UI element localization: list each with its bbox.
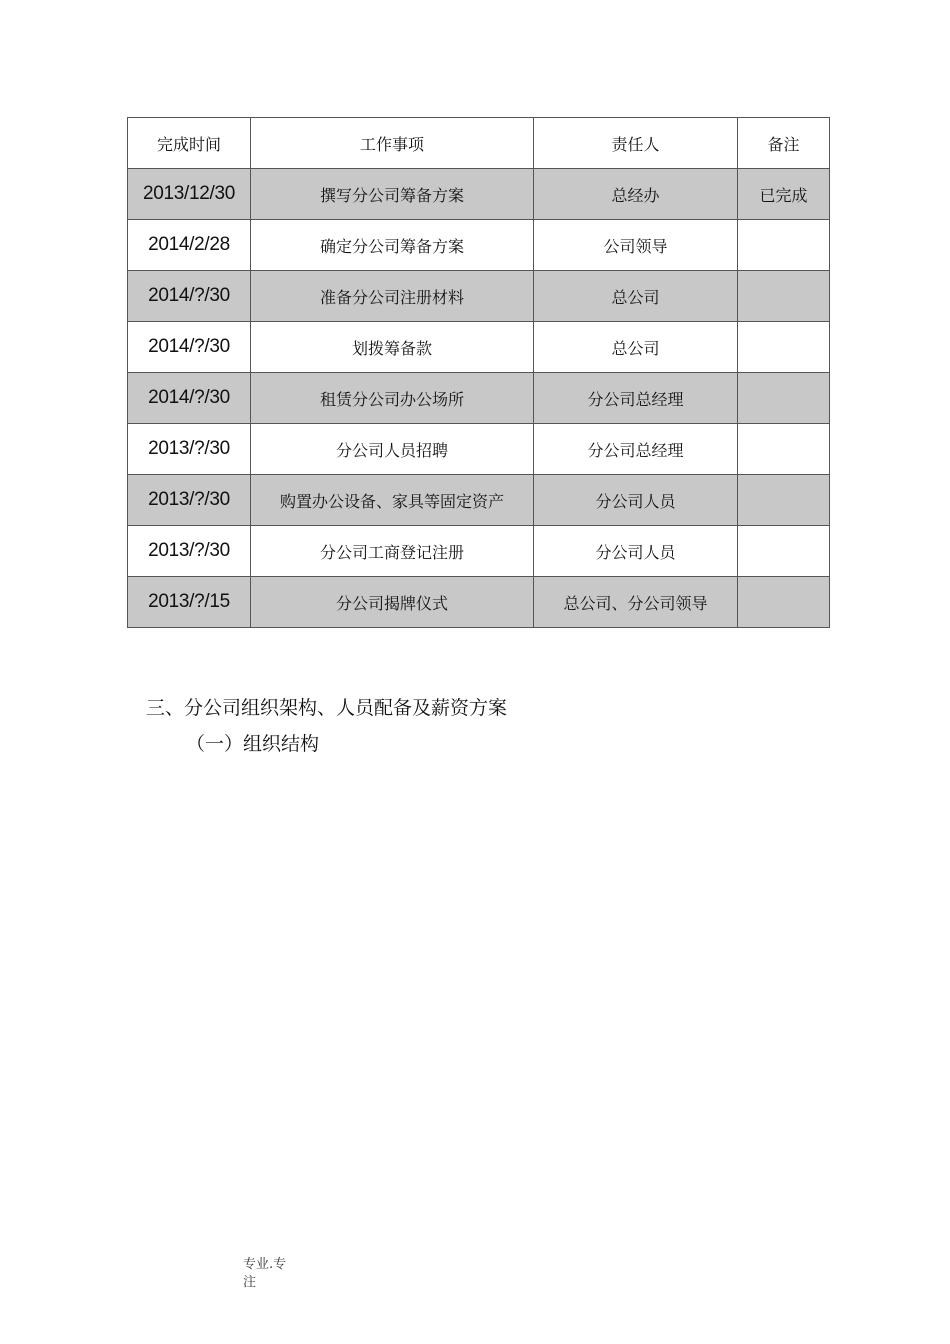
table-row bbox=[128, 577, 830, 628]
table-row bbox=[128, 424, 830, 475]
row-date: 2013/?/30 bbox=[128, 526, 251, 577]
row-date: 2013/12/30 bbox=[128, 169, 251, 220]
row-date: 2013/?/15 bbox=[128, 577, 251, 628]
row-note bbox=[738, 526, 830, 577]
header-owner: 责任人 bbox=[534, 118, 738, 169]
row-task: 分公司工商登记注册 bbox=[251, 526, 534, 577]
row-owner: 分公司人员 bbox=[534, 526, 738, 577]
row-date: 2014/?/30 bbox=[128, 322, 251, 373]
row-owner: 分公司人员 bbox=[534, 475, 738, 526]
row-task: 确定分公司筹备方案 bbox=[251, 220, 534, 271]
schedule-table bbox=[127, 117, 830, 628]
row-owner: 分公司总经理 bbox=[534, 373, 738, 424]
section-heading: 三、分公司组织架构、人员配备及薪资方案 bbox=[146, 697, 508, 719]
row-date: 2014/?/30 bbox=[128, 271, 251, 322]
table-row bbox=[128, 475, 830, 526]
table-row bbox=[128, 271, 830, 322]
row-task: 撰写分公司筹备方案 bbox=[251, 169, 534, 220]
row-note bbox=[738, 373, 830, 424]
footer-note: 专业.专注 bbox=[243, 1257, 287, 1290]
row-task: 准备分公司注册材料 bbox=[251, 271, 534, 322]
row-date: 2014/?/30 bbox=[128, 373, 251, 424]
row-task: 划拨筹备款 bbox=[251, 322, 534, 373]
row-date: 2014/2/28 bbox=[128, 220, 251, 271]
row-task: 分公司人员招聘 bbox=[251, 424, 534, 475]
row-task: 租赁分公司办公场所 bbox=[251, 373, 534, 424]
row-owner: 公司领导 bbox=[534, 220, 738, 271]
row-date: 2013/?/30 bbox=[128, 475, 251, 526]
row-note bbox=[738, 322, 830, 373]
row-date: 2013/?/30 bbox=[128, 424, 251, 475]
header-task: 工作事项 bbox=[251, 118, 534, 169]
row-note bbox=[738, 271, 830, 322]
table-row bbox=[128, 220, 830, 271]
table-header-row bbox=[128, 118, 830, 169]
row-owner: 总公司 bbox=[534, 271, 738, 322]
row-note: 已完成 bbox=[738, 169, 830, 220]
row-note bbox=[738, 475, 830, 526]
row-note bbox=[738, 577, 830, 628]
row-owner: 总经办 bbox=[534, 169, 738, 220]
row-owner: 总公司、分公司领导 bbox=[534, 577, 738, 628]
header-note: 备注 bbox=[738, 118, 830, 169]
row-note bbox=[738, 424, 830, 475]
row-task: 购置办公设备、家具等固定资产 bbox=[251, 475, 534, 526]
row-owner: 总公司 bbox=[534, 322, 738, 373]
table-row bbox=[128, 322, 830, 373]
row-note bbox=[738, 220, 830, 271]
table-row bbox=[128, 169, 830, 220]
table-row bbox=[128, 373, 830, 424]
row-task: 分公司揭牌仪式 bbox=[251, 577, 534, 628]
subsection-heading: （一）组织结构 bbox=[186, 733, 320, 755]
table-row bbox=[128, 526, 830, 577]
header-completion-time: 完成时间 bbox=[128, 118, 251, 169]
row-owner: 分公司总经理 bbox=[534, 424, 738, 475]
